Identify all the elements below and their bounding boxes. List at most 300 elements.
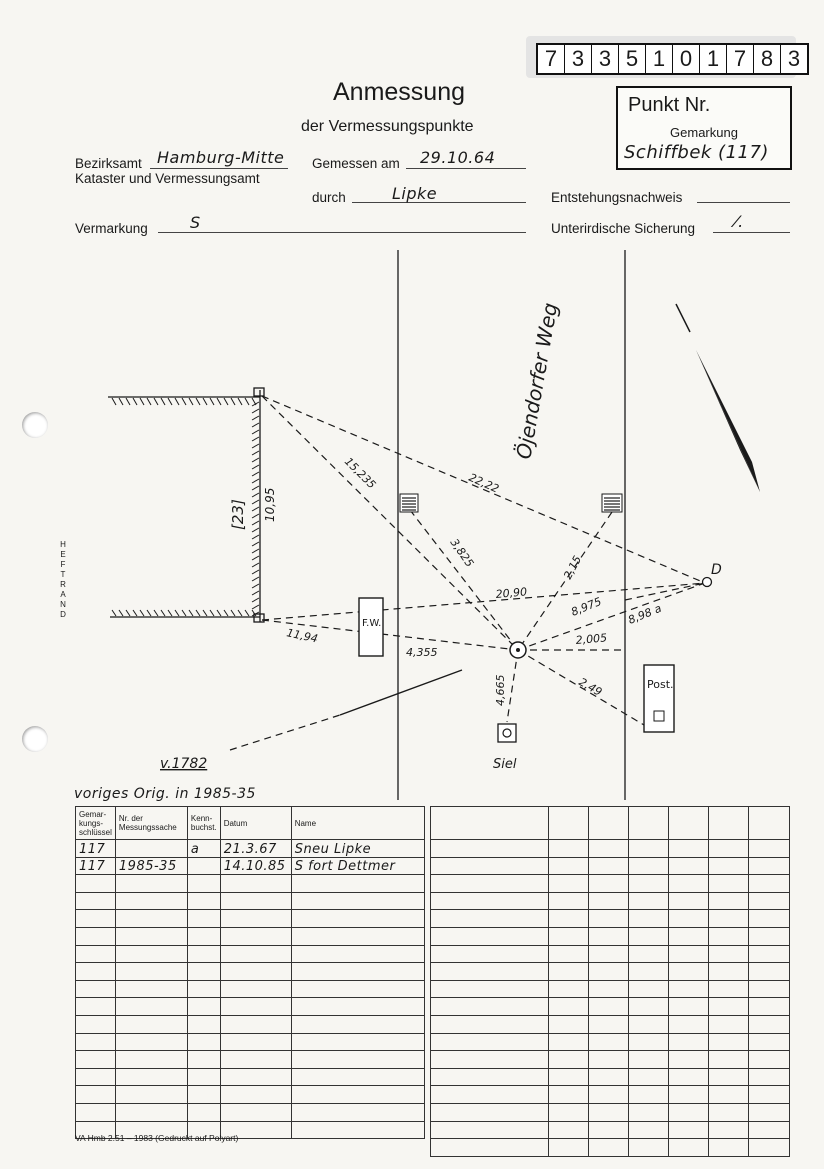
table-cell	[629, 927, 669, 945]
table-cell	[589, 807, 629, 840]
table-row	[76, 1103, 425, 1121]
table-row	[431, 1086, 790, 1104]
durch-value: Lipke	[392, 184, 438, 203]
table-cell	[549, 857, 589, 875]
table-cell	[749, 1068, 790, 1086]
table-cell	[220, 892, 291, 910]
heftrand-letter: T	[60, 570, 66, 579]
table-cell	[549, 1139, 589, 1157]
table-cell	[431, 1015, 549, 1033]
table-cell	[709, 1121, 749, 1139]
table-cell	[629, 910, 669, 928]
reference-point-label: v.1782	[160, 756, 208, 772]
point-number-digit: 1	[700, 45, 727, 73]
table-cell	[291, 927, 424, 945]
table-cell: S fort Dettmer	[291, 857, 424, 875]
table-cell	[431, 927, 549, 945]
table-header-row	[76, 807, 425, 840]
table-cell	[629, 1051, 669, 1069]
table-cell	[76, 910, 116, 928]
table-cell	[749, 980, 790, 998]
table-cell	[291, 1103, 424, 1121]
table-cell	[187, 857, 220, 875]
durch-label: durch	[312, 190, 346, 205]
table-cell	[291, 1121, 424, 1139]
table-cell	[669, 857, 709, 875]
table-cell	[115, 1033, 187, 1051]
table-cell	[115, 998, 187, 1016]
table-cell	[709, 1015, 749, 1033]
table-cell	[431, 998, 549, 1016]
measurement-label: 4,665	[494, 674, 507, 706]
measurement-label: 8,975	[569, 594, 604, 619]
table-row	[431, 980, 790, 998]
table-row	[76, 840, 425, 858]
table-cell	[709, 998, 749, 1016]
heftrand-letter: E	[60, 550, 66, 559]
history-table	[75, 806, 425, 1139]
table-cell	[431, 1086, 549, 1104]
table-cell	[187, 1068, 220, 1086]
table-cell	[115, 1103, 187, 1121]
table-cell	[549, 998, 589, 1016]
measurement-label: 8,98 a	[626, 601, 664, 627]
street-name: Öjendorfer Weg	[511, 300, 563, 461]
table-cell	[629, 892, 669, 910]
table-cell	[589, 1051, 629, 1069]
table-cell	[549, 963, 589, 981]
table-cell	[669, 840, 709, 858]
table-row	[76, 857, 425, 875]
table-cell	[629, 1086, 669, 1104]
table-cell	[220, 1015, 291, 1033]
building-dimension: 10,95	[263, 487, 277, 522]
post-label: Post.	[647, 678, 674, 691]
table-cell	[76, 1086, 116, 1104]
table-cell	[431, 892, 549, 910]
north-arrow-tick	[676, 304, 690, 332]
table-cell	[76, 892, 116, 910]
table-cell	[220, 875, 291, 893]
table-cell	[115, 945, 187, 963]
table-cell	[220, 945, 291, 963]
table-row	[431, 1103, 790, 1121]
building-number: [23]	[229, 499, 247, 530]
table-cell	[220, 980, 291, 998]
entstehung-label: Entstehungsnachweis	[551, 190, 683, 205]
table-cell	[629, 963, 669, 981]
header-datum: Datum	[220, 807, 291, 840]
point-number-digit: 0	[673, 45, 700, 73]
table-cell	[709, 840, 749, 858]
table-row	[431, 1068, 790, 1086]
table-cell: Sneu Lipke	[291, 840, 424, 858]
table-cell	[549, 1051, 589, 1069]
table-cell	[115, 840, 187, 858]
table-cell	[549, 1103, 589, 1121]
vermarkung-value: S	[190, 213, 201, 232]
table-cell	[669, 1121, 709, 1139]
table-cell	[749, 1051, 790, 1069]
point-number-digit: 3	[565, 45, 592, 73]
right-table	[430, 806, 790, 1157]
table-cell	[549, 875, 589, 893]
table-cell	[220, 1068, 291, 1086]
measurement-label: 11,94	[285, 626, 319, 646]
table-cell	[629, 945, 669, 963]
table-cell	[187, 910, 220, 928]
table-cell	[749, 857, 790, 875]
amt-label: Kataster und Vermessungsamt	[75, 171, 260, 186]
table-cell	[431, 1051, 549, 1069]
table-cell	[187, 1086, 220, 1104]
table-cell	[549, 807, 589, 840]
table-cell	[291, 1033, 424, 1051]
table-row	[76, 998, 425, 1016]
table-cell	[589, 840, 629, 858]
table-cell	[220, 910, 291, 928]
table-cell	[709, 875, 749, 893]
table-cell	[709, 910, 749, 928]
table-cell	[187, 1033, 220, 1051]
measurement-label: 2,005	[575, 631, 608, 647]
measurement-label: 3,825	[447, 536, 477, 570]
measurement-label: 22,22	[466, 470, 501, 496]
table-cell	[629, 1068, 669, 1086]
point-number-digit: 5	[619, 45, 646, 73]
table-cell	[187, 945, 220, 963]
fw-label: F.W.	[362, 618, 382, 629]
table-cell	[187, 1051, 220, 1069]
table-cell	[709, 892, 749, 910]
page-subtitle: der Vermessungspunkte	[301, 118, 474, 135]
table-row	[431, 963, 790, 981]
header-kennbuchstabe: Kenn-buchst.	[187, 807, 220, 840]
table-cell	[749, 892, 790, 910]
table-cell	[749, 945, 790, 963]
table-cell	[431, 980, 549, 998]
table-cell	[115, 1015, 187, 1033]
building-corner-top	[254, 388, 264, 396]
header-gemarkungsschluessel: Gemar-kungs-schlüssel	[76, 807, 116, 840]
table-cell	[220, 998, 291, 1016]
table-cell	[589, 1068, 629, 1086]
table-cell	[749, 1033, 790, 1051]
table-cell	[115, 892, 187, 910]
table-cell	[291, 1051, 424, 1069]
table-cell	[629, 807, 669, 840]
table-cell	[549, 1015, 589, 1033]
gemessen-value: 29.10.64	[420, 148, 496, 167]
table-cell	[115, 875, 187, 893]
table-cell	[220, 963, 291, 981]
table-row	[431, 807, 790, 840]
table-row	[431, 840, 790, 858]
punkt-title: Punkt Nr.	[628, 94, 711, 116]
table-cell	[589, 910, 629, 928]
table-cell	[291, 1015, 424, 1033]
table-cell	[709, 980, 749, 998]
table-cell	[115, 927, 187, 945]
point-number-digit: 3	[592, 45, 619, 73]
table-cell: a	[187, 840, 220, 858]
table-row	[76, 1086, 425, 1104]
table-row	[76, 1068, 425, 1086]
table-row	[431, 1051, 790, 1069]
table-cell	[629, 1103, 669, 1121]
vermarkung-label: Vermarkung	[75, 221, 148, 236]
table-row	[76, 1015, 425, 1033]
measurement-label: 4,355	[406, 646, 438, 659]
table-cell	[589, 980, 629, 998]
table-cell	[187, 980, 220, 998]
bezirksamt-value: Hamburg-Mitte	[157, 148, 285, 167]
table-cell	[709, 927, 749, 945]
sign-box-right	[602, 494, 622, 512]
table-cell	[629, 998, 669, 1016]
table-cell	[115, 963, 187, 981]
table-cell	[669, 1086, 709, 1104]
table-cell	[589, 1121, 629, 1139]
table-cell	[76, 1033, 116, 1051]
table-cell	[76, 963, 116, 981]
table-row	[76, 927, 425, 945]
table-cell	[431, 945, 549, 963]
table-row	[431, 1121, 790, 1139]
table-row	[76, 910, 425, 928]
table-cell	[291, 998, 424, 1016]
table-cell	[76, 1068, 116, 1086]
survey-point-center	[516, 648, 520, 652]
sign-box-left	[400, 494, 418, 512]
post-box	[644, 665, 674, 732]
table-cell	[187, 875, 220, 893]
ref-solid-line	[340, 670, 462, 715]
table-cell	[431, 1139, 549, 1157]
table-cell	[549, 1086, 589, 1104]
table-row	[431, 945, 790, 963]
table-cell	[669, 980, 709, 998]
table-cell	[115, 1068, 187, 1086]
table-cell	[709, 1051, 749, 1069]
siel-label: Siel	[493, 757, 517, 772]
table-cell	[749, 875, 790, 893]
table-cell	[669, 963, 709, 981]
table-row	[76, 963, 425, 981]
table-cell	[589, 875, 629, 893]
table-cell	[669, 1051, 709, 1069]
table-cell	[549, 1068, 589, 1086]
table-cell	[187, 927, 220, 945]
table-cell	[749, 1121, 790, 1139]
table-cell	[629, 1015, 669, 1033]
table-cell	[220, 1033, 291, 1051]
table-row	[76, 1033, 425, 1051]
table-cell	[291, 1086, 424, 1104]
heftrand-letter: H	[60, 540, 66, 549]
table-cell	[749, 1086, 790, 1104]
table-cell	[589, 1086, 629, 1104]
header-messungssache: Nr. der Messungssache	[115, 807, 187, 840]
table-cell	[431, 875, 549, 893]
table-cell	[76, 1015, 116, 1033]
table-cell	[629, 840, 669, 858]
table-cell	[709, 963, 749, 981]
table-cell	[549, 980, 589, 998]
table-cell	[549, 1121, 589, 1139]
table-cell	[431, 1068, 549, 1086]
table-cell	[669, 910, 709, 928]
table-row	[431, 1033, 790, 1051]
table-cell	[291, 980, 424, 998]
table-row	[76, 1051, 425, 1069]
point-number-digit: 7	[727, 45, 754, 73]
table-cell	[589, 1139, 629, 1157]
table-cell	[589, 892, 629, 910]
table-cell	[589, 963, 629, 981]
table-cell	[749, 963, 790, 981]
table-cell	[589, 945, 629, 963]
table-cell	[669, 945, 709, 963]
heftrand-letter: N	[60, 600, 66, 609]
table-row	[431, 927, 790, 945]
table-cell	[629, 875, 669, 893]
table-cell	[187, 892, 220, 910]
table-cell	[220, 1103, 291, 1121]
table-cell	[549, 927, 589, 945]
table-cell	[669, 1139, 709, 1157]
table-cell	[76, 945, 116, 963]
table-cell	[669, 927, 709, 945]
header-name: Name	[291, 807, 424, 840]
table-cell	[669, 875, 709, 893]
table-cell	[431, 1033, 549, 1051]
table-cell	[669, 1033, 709, 1051]
table-cell	[291, 963, 424, 981]
table-row	[431, 910, 790, 928]
table-cell	[629, 1139, 669, 1157]
heftrand-letter: A	[60, 590, 66, 599]
table-cell	[431, 857, 549, 875]
table-cell	[76, 875, 116, 893]
table-cell	[749, 1015, 790, 1033]
footer-print-note: VA Hmb 2.51 – 1983 (Gedruckt auf Polyart)	[75, 1133, 239, 1143]
point-number-digit: 3	[787, 46, 801, 71]
table-cell	[629, 857, 669, 875]
table-cell	[549, 945, 589, 963]
table-cell	[76, 998, 116, 1016]
unterirdisch-value: ⁄.	[735, 212, 744, 231]
gemarkung-value: Schiffbek (117)	[624, 142, 769, 163]
point-d-label: D	[711, 562, 722, 578]
table-cell	[709, 1068, 749, 1086]
table-row	[431, 1139, 790, 1157]
measurement-lines	[230, 396, 705, 750]
table-cell	[589, 857, 629, 875]
table-cell	[431, 840, 549, 858]
table-row	[431, 1015, 790, 1033]
table-cell	[589, 1015, 629, 1033]
table-cell	[549, 910, 589, 928]
table-cell: 117	[76, 857, 116, 875]
point-number-digit: 8	[754, 45, 781, 73]
table-cell	[669, 1068, 709, 1086]
unterirdisch-label: Unterirdische Sicherung	[551, 221, 696, 236]
table-cell	[291, 910, 424, 928]
table-cell	[115, 980, 187, 998]
table-cell	[291, 892, 424, 910]
table-row	[76, 980, 425, 998]
measurement-label: 20,90	[495, 585, 528, 601]
table-cell	[749, 998, 790, 1016]
table-row	[431, 857, 790, 875]
previous-original-note: voriges Orig. in 1985-35	[74, 786, 256, 802]
table-cell	[76, 980, 116, 998]
table-cell	[589, 1033, 629, 1051]
siel-box	[498, 724, 516, 742]
table-row	[76, 945, 425, 963]
measurement-label: 2,15	[561, 553, 585, 582]
gemessen-label: Gemessen am	[312, 156, 400, 171]
table-row	[76, 892, 425, 910]
table-row	[431, 892, 790, 910]
table-cell	[187, 998, 220, 1016]
point-number-digit: 1	[646, 45, 673, 73]
table-cell	[749, 807, 790, 840]
table-cell	[431, 1121, 549, 1139]
heftrand-letter: R	[60, 580, 66, 589]
table-cell	[76, 927, 116, 945]
table-cell	[220, 1086, 291, 1104]
table-cell	[749, 910, 790, 928]
table-cell	[709, 1086, 749, 1104]
table-cell	[749, 840, 790, 858]
table-cell	[549, 1033, 589, 1051]
table-cell	[115, 910, 187, 928]
table-cell	[709, 1033, 749, 1051]
table-cell	[431, 910, 549, 928]
table-cell	[709, 857, 749, 875]
table-cell	[669, 892, 709, 910]
table-cell	[669, 1103, 709, 1121]
table-row	[431, 875, 790, 893]
measurement-label: 2,49	[576, 675, 605, 699]
measurement-label: 15,235	[341, 454, 379, 492]
table-cell	[749, 927, 790, 945]
table-cell	[76, 1103, 116, 1121]
table-cell	[589, 927, 629, 945]
table-cell	[187, 963, 220, 981]
table-row	[431, 998, 790, 1016]
table-cell: 1985-35	[115, 857, 187, 875]
table-cell	[187, 1015, 220, 1033]
table-cell	[629, 1033, 669, 1051]
page-title: Anmessung	[333, 78, 466, 106]
table-row	[76, 875, 425, 893]
table-cell	[709, 1103, 749, 1121]
table-cell	[629, 1121, 669, 1139]
table-cell	[187, 1103, 220, 1121]
table-cell	[115, 1051, 187, 1069]
table-cell	[589, 1103, 629, 1121]
table-cell	[291, 875, 424, 893]
table-cell	[669, 998, 709, 1016]
table-cell: 21.3.67	[220, 840, 291, 858]
table-cell	[749, 1103, 790, 1121]
bezirksamt-label: Bezirksamt	[75, 156, 142, 171]
table-cell	[431, 1103, 549, 1121]
table-cell	[549, 840, 589, 858]
